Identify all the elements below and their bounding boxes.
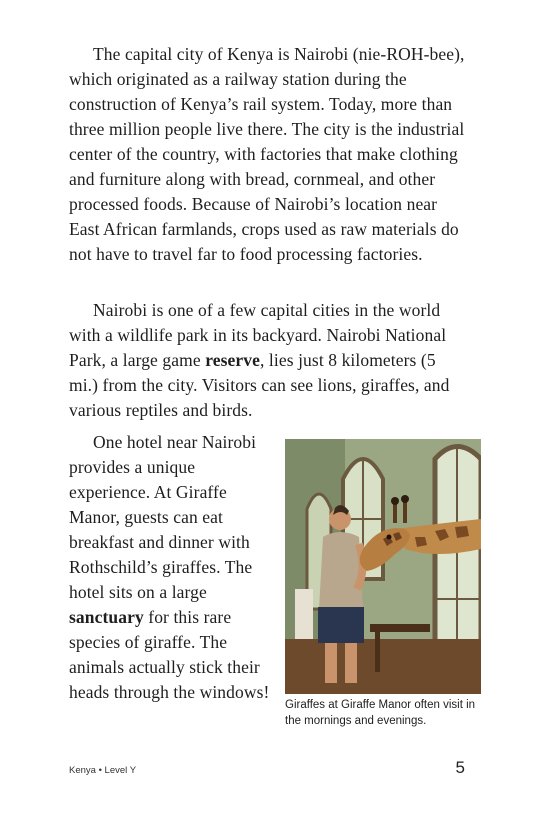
paragraph-nairobi-capital: The capital city of Kenya is Nairobi (nie-ROH-bee), which originated as a railway station during the construction of Kenya’s rail system. Today, more than three million people live there. The city is the industrial center of the country, with factories that make clothing and furniture along with bread, cornmeal, and other processed foods. Because of Nairobi’s location near East African farmlands, crops used as raw materials do not have to travel far to food processing factories. (69, 44, 465, 264)
paragraph-giraffe-manor (69, 430, 274, 705)
paragraph-text: One hotel near Nairobi provides a unique experience. At Giraffe Manor, guests can eat breakfast and dinner with Rothschild’s giraffes. The hotel sits on a large (69, 432, 257, 602)
page-number: 5 (455, 758, 465, 777)
photo-man-shorts (318, 607, 364, 643)
paragraph-text: for this rare species of giraffe. The animals actually stick their heads through the windows! (69, 607, 270, 702)
giraffe-manor-photo (285, 439, 481, 694)
photo-illustration (285, 439, 481, 694)
photo-man-shirt (319, 532, 363, 609)
paragraph-text: Nairobi is one of a few capital cities in the world with a wildlife park in its backyard. Nairobi National Park, a large game (69, 300, 447, 370)
footer-book-title: Kenya • Level Y (69, 765, 137, 776)
photo-floor (285, 639, 481, 694)
paragraph-text: , lies just 8 kilometers (5 mi.) from the city. Visitors can see lions, giraffes, and various reptiles and birds. (69, 350, 450, 420)
photo-caption: Giraffes at Giraffe Manor often visit in the mornings and evenings. (285, 699, 476, 727)
glossary-term-sanctuary: sanctuary (69, 607, 144, 627)
paragraph-national-park (69, 298, 469, 423)
glossary-term-reserve: reserve (205, 350, 260, 370)
